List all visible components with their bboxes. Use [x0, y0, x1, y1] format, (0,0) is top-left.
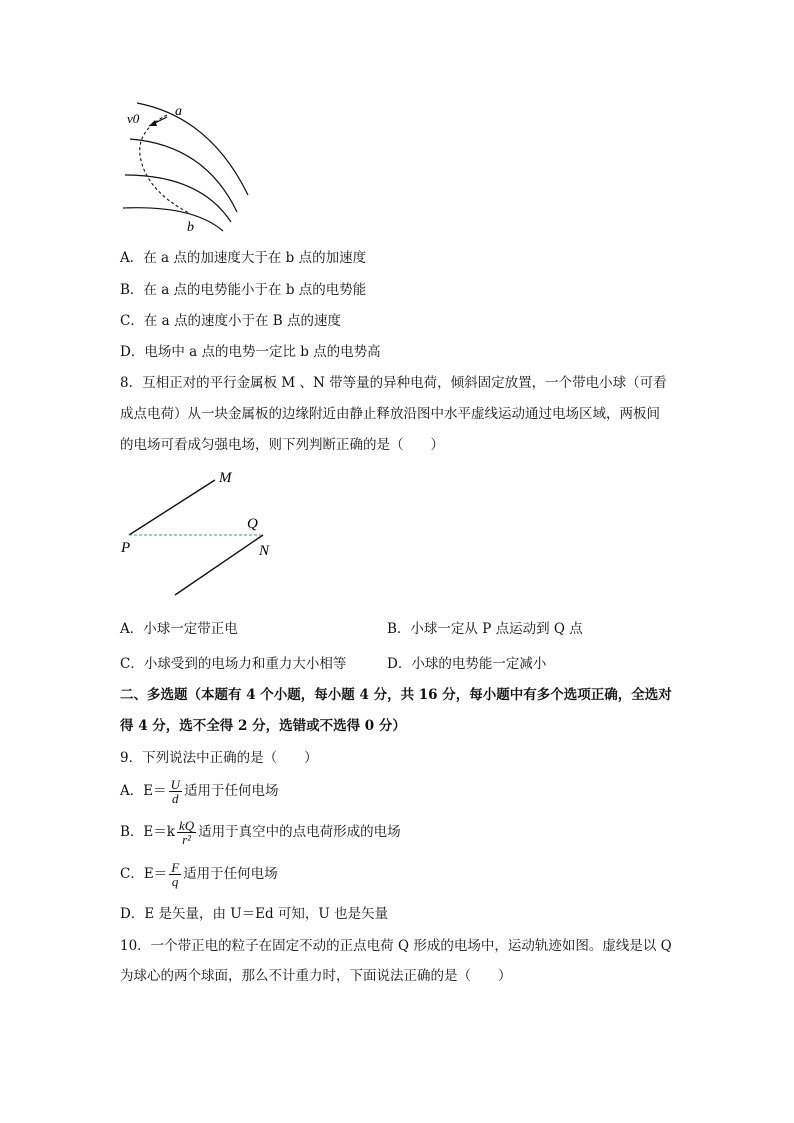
q9-c-num: F: [171, 860, 180, 875]
label-b: b: [187, 220, 194, 235]
label-p: P: [121, 540, 131, 556]
q9-option-c: [120, 861, 278, 888]
q9-b-den: r²: [182, 832, 192, 847]
field-line-3: [125, 175, 231, 222]
q9-c-den: q: [171, 874, 179, 889]
velocity-arrowhead: [149, 120, 157, 126]
q8-option-a: A．小球一定带正电: [120, 621, 238, 637]
q9-a-suffix: 适用于任何电场: [184, 783, 279, 799]
q9-c-prefix: C．E＝: [120, 866, 168, 882]
q9-option-a: [120, 778, 279, 805]
label-n: N: [259, 543, 270, 559]
q9-a-fraction: [169, 778, 182, 805]
q9-b-suffix: 适用于真空中的点电荷形成的电场: [198, 824, 401, 840]
q7-option-a: A．在 a 点的加速度大于在 b 点的加速度: [120, 250, 367, 266]
field-line-4: [123, 208, 223, 231]
q7-option-c: C．在 a 点的速度小于在 B 点的速度: [120, 313, 341, 329]
q8-stem-2: 成点电荷）从一块金属板的边缘附近由静止释放沿图中水平虚线运动通过电场区域，两板间: [120, 406, 660, 422]
q9-b-prefix: B．E＝k: [120, 824, 175, 840]
q9-a-den: d: [172, 791, 179, 806]
q10-stem-2: 为球心的两个球面，那么不计重力时，下面说法正确的是（ ）: [120, 968, 512, 984]
field-line-1: [137, 103, 248, 195]
q8-option-b: B．小球一定从 P 点运动到 Q 点: [387, 621, 583, 637]
q9-c-suffix: 适用于任何电场: [183, 866, 278, 882]
q8-option-d: D．小球的电势能一定减小: [387, 656, 547, 672]
section2-header-1: 二、多选题（本题有 4 个小题，每小题 4 分，共 16 分，每小题中有多个选项正确，全选对: [120, 687, 672, 703]
q8-stem-3: 的电场可看成匀强电场，则下列判断正确的是（ ）: [120, 437, 444, 453]
q9-a-num: U: [170, 777, 180, 792]
q7-option-b: B．在 a 点的电势能小于在 b 点的电势能: [120, 282, 367, 298]
plates-figure: [115, 465, 285, 600]
q9-a-prefix: A．E＝: [120, 783, 167, 799]
section2-header-2: 得 4 分，选不全得 2 分，选错或不选得 0 分）: [120, 718, 406, 734]
label-v0: v0: [127, 111, 140, 126]
q9-b-fraction: [177, 819, 196, 846]
q9-c-fraction: [169, 861, 181, 888]
trajectory-dashed: [140, 115, 189, 213]
label-q: Q: [247, 516, 258, 532]
q9-stem: 9．下列说法中正确的是（ ）: [120, 750, 318, 766]
q7-option-d: D．电场中 a 点的电势一定比 b 点的电势高: [120, 344, 381, 360]
q8-stem-1: 8．互相正对的平行金属板 M 、N 带等量的异种电荷，倾斜固定放置，一个带电小球（可看: [120, 375, 667, 391]
plate-m: [129, 480, 215, 535]
q9-option-b: [120, 819, 401, 846]
plate-n: [175, 535, 263, 595]
q8-option-c: C．小球受到的电场力和重力大小相等: [120, 656, 347, 672]
label-m: M: [219, 470, 232, 486]
field-lines-figure: [115, 95, 255, 235]
q9-option-d: D．E 是矢量，由 U＝Ed 可知，U 也是矢量: [120, 906, 389, 922]
q10-stem-1: 10．一个带正电的粒子在固定不动的正点电荷 Q 形成的电场中，运动轨迹如图。虚线是以 Q: [120, 938, 672, 954]
label-a: a: [175, 104, 182, 119]
q9-b-num: kQ: [178, 818, 195, 833]
